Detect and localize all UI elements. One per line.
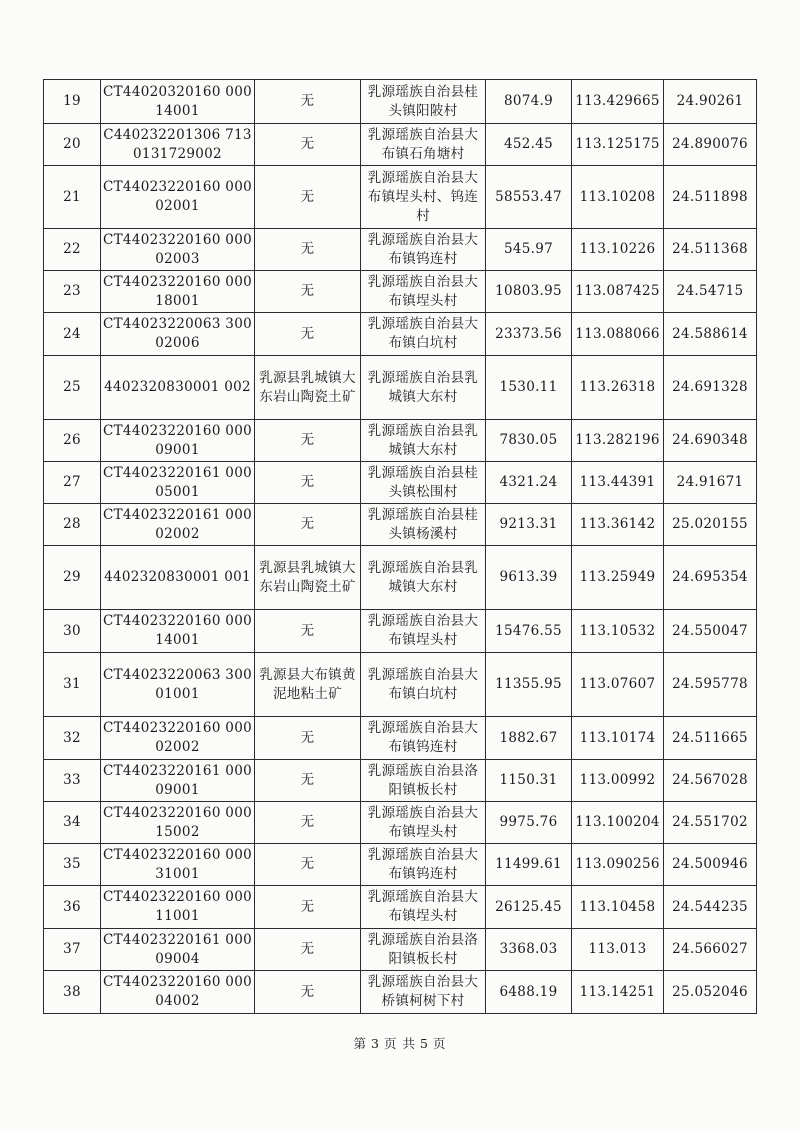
mine-name: 无: [255, 80, 361, 124]
mine-name: 无: [255, 717, 361, 760]
current-page-number: 3: [371, 1036, 380, 1051]
latitude: 24.544235: [664, 886, 757, 929]
row-number: 25: [44, 356, 101, 420]
area: 8074.9: [486, 80, 572, 124]
longitude: 113.10226: [572, 229, 664, 271]
rights-code: CT44023220160 00018001: [101, 271, 255, 313]
location: 乳源瑶族自治县洛阳镇板长村: [361, 760, 486, 802]
mine-name: 无: [255, 971, 361, 1014]
location: 乳源瑶族自治县桂头镇阳陂村: [361, 80, 486, 124]
row-number: 23: [44, 271, 101, 313]
table-row: [44, 760, 757, 802]
latitude: 24.511665: [664, 717, 757, 760]
table-body: [44, 80, 757, 1014]
longitude: 113.00992: [572, 760, 664, 802]
latitude: 25.052046: [664, 971, 757, 1014]
table-row: [44, 929, 757, 971]
rights-code: CT44023220063 30002006: [101, 313, 255, 356]
area: 11499.61: [486, 844, 572, 886]
table-row: [44, 462, 757, 504]
row-number: 20: [44, 124, 101, 166]
rights-code: CT44023220161 00009004: [101, 929, 255, 971]
area: 452.45: [486, 124, 572, 166]
mine-name: 无: [255, 420, 361, 462]
latitude: 24.691328: [664, 356, 757, 420]
location: 乳源瑶族自治县大布镇埕头村、钨连村: [361, 166, 486, 229]
longitude: 113.429665: [572, 80, 664, 124]
table-row: [44, 271, 757, 313]
row-number: 36: [44, 886, 101, 929]
rights-code: CT44023220161 00005001: [101, 462, 255, 504]
latitude: 24.90261: [664, 80, 757, 124]
footer-prefix: 第: [353, 1036, 368, 1051]
area: 9213.31: [486, 504, 572, 546]
page-footer: [0, 1034, 800, 1052]
rights-code: CT44023220160 00015002: [101, 802, 255, 844]
longitude: 113.090256: [572, 844, 664, 886]
mine-name: 无: [255, 271, 361, 313]
rights-code: CT44020320160 00014001: [101, 80, 255, 124]
latitude: 24.588614: [664, 313, 757, 356]
longitude: 113.26318: [572, 356, 664, 420]
area: 10803.95: [486, 271, 572, 313]
longitude: 113.282196: [572, 420, 664, 462]
total-page-count: 5: [419, 1036, 429, 1051]
longitude: 113.087425: [572, 271, 664, 313]
mining-rights-table: [43, 79, 757, 1014]
latitude: 24.91671: [664, 462, 757, 504]
rights-code: CT44023220160 00002001: [101, 166, 255, 229]
row-number: 32: [44, 717, 101, 760]
latitude: 24.54715: [664, 271, 757, 313]
table-row: [44, 802, 757, 844]
mine-name: 乳源县大布镇黄泥地粘土矿: [255, 653, 361, 717]
table-row: [44, 504, 757, 546]
mine-name: 无: [255, 313, 361, 356]
rights-code: 4402320830001 001: [101, 546, 255, 610]
table-row: [44, 971, 757, 1014]
longitude: 113.100204: [572, 802, 664, 844]
table-row: [44, 420, 757, 462]
latitude: 24.566027: [664, 929, 757, 971]
table-row: [44, 229, 757, 271]
mine-name: 无: [255, 462, 361, 504]
row-number: 28: [44, 504, 101, 546]
area: 15476.55: [486, 610, 572, 653]
rights-code: CT44023220160 00009001: [101, 420, 255, 462]
mine-name: 乳源县乳城镇大东岩山陶瓷土矿: [255, 546, 361, 610]
rights-code: 4402320830001 002: [101, 356, 255, 420]
longitude: 113.36142: [572, 504, 664, 546]
mine-name: 无: [255, 760, 361, 802]
mine-name: 无: [255, 844, 361, 886]
area: 1530.11: [486, 356, 572, 420]
mine-name: 无: [255, 229, 361, 271]
location: 乳源瑶族自治县乳城镇大东村: [361, 546, 486, 610]
longitude: 113.10532: [572, 610, 664, 653]
latitude: 25.020155: [664, 504, 757, 546]
table-row: [44, 546, 757, 610]
longitude: 113.25949: [572, 546, 664, 610]
table-row: [44, 356, 757, 420]
area: 1882.67: [486, 717, 572, 760]
location: 乳源瑶族自治县大布镇埕头村: [361, 610, 486, 653]
latitude: 24.511368: [664, 229, 757, 271]
table-row: [44, 717, 757, 760]
latitude: 24.890076: [664, 124, 757, 166]
row-number: 38: [44, 971, 101, 1014]
location: 乳源瑶族自治县桂头镇松围村: [361, 462, 486, 504]
row-number: 33: [44, 760, 101, 802]
row-number: 22: [44, 229, 101, 271]
location: 乳源瑶族自治县大布镇石角塘村: [361, 124, 486, 166]
row-number: 35: [44, 844, 101, 886]
row-number: 19: [44, 80, 101, 124]
area: 1150.31: [486, 760, 572, 802]
longitude: 113.088066: [572, 313, 664, 356]
rights-code: CT44023220160 00011001: [101, 886, 255, 929]
table-row: [44, 610, 757, 653]
latitude: 24.695354: [664, 546, 757, 610]
table-row: [44, 844, 757, 886]
area: 9613.39: [486, 546, 572, 610]
area: 26125.45: [486, 886, 572, 929]
rights-code: CT44023220161 00002002: [101, 504, 255, 546]
row-number: 30: [44, 610, 101, 653]
location: 乳源瑶族自治县大布镇埕头村: [361, 886, 486, 929]
area: 11355.95: [486, 653, 572, 717]
area: 4321.24: [486, 462, 572, 504]
rights-code: C440232201306 7130131729002: [101, 124, 255, 166]
mine-name: 乳源县乳城镇大东岩山陶瓷土矿: [255, 356, 361, 420]
latitude: 24.550047: [664, 610, 757, 653]
longitude: 113.07607: [572, 653, 664, 717]
longitude: 113.10174: [572, 717, 664, 760]
location: 乳源瑶族自治县大布镇钨连村: [361, 229, 486, 271]
mine-name: 无: [255, 166, 361, 229]
location: 乳源瑶族自治县大布镇钨连村: [361, 717, 486, 760]
mine-name: 无: [255, 610, 361, 653]
location: 乳源瑶族自治县大布镇白坑村: [361, 653, 486, 717]
table-row: [44, 313, 757, 356]
location: 乳源瑶族自治县大布镇埕头村: [361, 271, 486, 313]
rights-code: CT44023220160 00004002: [101, 971, 255, 1014]
row-number: 34: [44, 802, 101, 844]
area: 9975.76: [486, 802, 572, 844]
area: 7830.05: [486, 420, 572, 462]
row-number: 26: [44, 420, 101, 462]
rights-code: CT44023220160 00002003: [101, 229, 255, 271]
latitude: 24.500946: [664, 844, 757, 886]
longitude: 113.14251: [572, 971, 664, 1014]
area: 6488.19: [486, 971, 572, 1014]
area: 545.97: [486, 229, 572, 271]
mine-name: 无: [255, 886, 361, 929]
area: 23373.56: [486, 313, 572, 356]
location: 乳源瑶族自治县大布镇白坑村: [361, 313, 486, 356]
location: 乳源瑶族自治县桂头镇杨溪村: [361, 504, 486, 546]
mine-name: 无: [255, 929, 361, 971]
area: 3368.03: [486, 929, 572, 971]
table-row: [44, 80, 757, 124]
rights-code: CT44023220160 00002002: [101, 717, 255, 760]
location: 乳源瑶族自治县洛阳镇板长村: [361, 929, 486, 971]
row-number: 24: [44, 313, 101, 356]
row-number: 27: [44, 462, 101, 504]
longitude: 113.10208: [572, 166, 664, 229]
row-number: 37: [44, 929, 101, 971]
longitude: 113.44391: [572, 462, 664, 504]
latitude: 24.511898: [664, 166, 757, 229]
rights-code: CT44023220063 30001001: [101, 653, 255, 717]
location: 乳源瑶族自治县大布镇埕头村: [361, 802, 486, 844]
mine-name: 无: [255, 124, 361, 166]
rights-code: CT44023220160 00031001: [101, 844, 255, 886]
row-number: 21: [44, 166, 101, 229]
row-number: 31: [44, 653, 101, 717]
footer-suffix: 页: [432, 1036, 447, 1051]
latitude: 24.690348: [664, 420, 757, 462]
latitude: 24.567028: [664, 760, 757, 802]
row-number: 29: [44, 546, 101, 610]
latitude: 24.551702: [664, 802, 757, 844]
longitude: 113.013: [572, 929, 664, 971]
latitude: 24.595778: [664, 653, 757, 717]
table-row: [44, 166, 757, 229]
footer-middle: 页 共: [384, 1036, 416, 1051]
location: 乳源瑶族自治县大布镇钨连村: [361, 844, 486, 886]
mine-name: 无: [255, 504, 361, 546]
rights-code: CT44023220161 00009001: [101, 760, 255, 802]
location: 乳源瑶族自治县乳城镇大东村: [361, 420, 486, 462]
area: 58553.47: [486, 166, 572, 229]
mine-name: 无: [255, 802, 361, 844]
location: 乳源瑶族自治县乳城镇大东村: [361, 356, 486, 420]
location: 乳源瑶族自治县大桥镇柯树下村: [361, 971, 486, 1014]
longitude: 113.10458: [572, 886, 664, 929]
table-row: [44, 886, 757, 929]
table-row: [44, 124, 757, 166]
rights-code: CT44023220160 00014001: [101, 610, 255, 653]
longitude: 113.125175: [572, 124, 664, 166]
table-row: [44, 653, 757, 717]
